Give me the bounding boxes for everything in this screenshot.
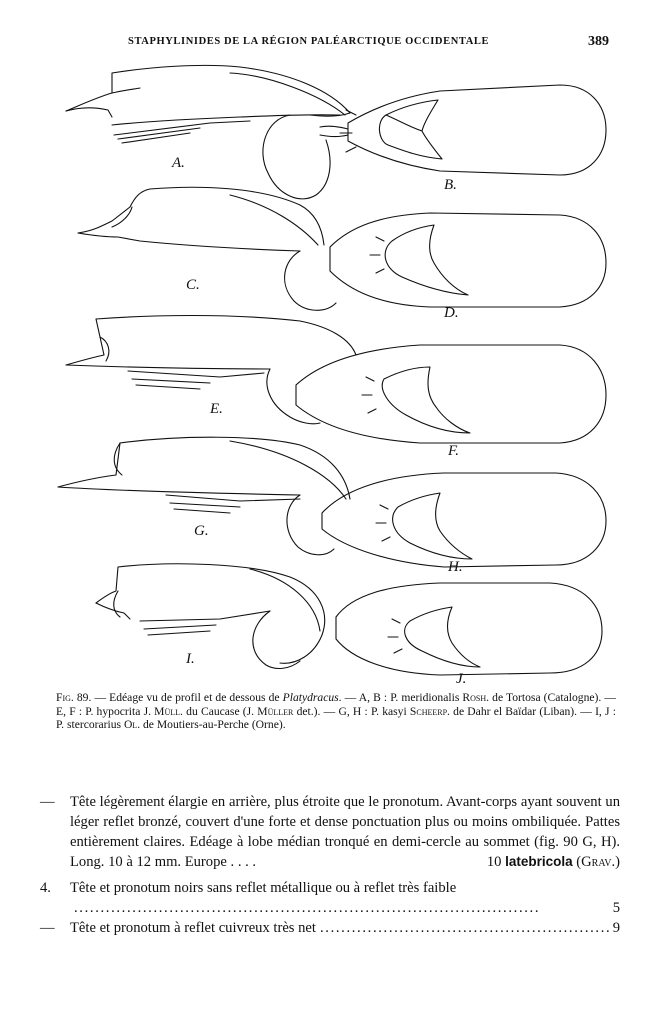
caption-author: J. Müll.	[143, 704, 183, 718]
species-author: (Grav.)	[576, 854, 620, 870]
caption-text: du Caucase (	[182, 704, 247, 718]
page-number: 389	[588, 34, 609, 49]
caption-figure-number: Fig. 89.	[56, 691, 92, 704]
caption-text: de Moutiers-au-Perche (Orne).	[140, 718, 286, 732]
caption-author: Scheerp.	[409, 704, 450, 718]
caption-text: de Dahr el Baïdar (Liban). — I, J : P. stercorarius	[56, 704, 616, 732]
running-title: STAPHYLINIDES DE LA RÉGION PALÉARCTIQUE OCCIDENTALE	[128, 36, 490, 47]
fig-label-i: I.	[186, 651, 195, 667]
couplet-mark: —	[40, 920, 55, 936]
drawing-h	[322, 473, 606, 567]
couplet-mark: —	[40, 794, 55, 810]
drawing-d	[330, 213, 606, 307]
couplet-text: Tête légèrement élargie en arrière, plus étroite que le pronotum. Avant-corps ayant souvent un léger reflet bronzé, couvert d'une forte et dense ponctuation plus ou moins ombiliquée. Pattes entièrement claires. Edéage à lobe médian tronqué en demi-cercle au sommet (fig. 90 G, H). Long. 10 à 12 mm. Europe	[70, 794, 620, 870]
couplet-mark: 4.	[40, 880, 51, 896]
caption-author: J. Müller	[246, 704, 294, 718]
caption-author: Ol.	[123, 718, 141, 732]
fig-label-e: E.	[210, 401, 223, 417]
couplet-text: Tête et pronotum noirs sans reflet métallique ou à reflet très faible	[70, 880, 457, 896]
couplet-target: 9	[612, 920, 620, 936]
fig-label-f: F.	[448, 443, 459, 459]
caption-text: de Tortosa (Catalogne). — E, F : P. hypocrita	[56, 691, 616, 718]
caption-text: . — A, B : P. meridionalis	[338, 691, 463, 704]
couplet-text: Tête et pronotum à reflet cuivreux très net	[70, 920, 316, 936]
species-name: latebricola	[505, 854, 573, 869]
fig-label-a: A.	[172, 155, 185, 171]
drawing-b	[320, 85, 606, 175]
drawing-i	[96, 564, 325, 669]
caption-genus: Platydracus	[282, 691, 339, 704]
key-couplet: — Tête légèrement élargie en arrière, plus étroite que le pronotum. Avant-corps ayant souvent un léger reflet bronzé, couvert d'une forte et dense ponctuation plus ou moins ombiliquée. Pattes entièrement claires. Edéage à lobe médian tronqué en demi-cercle au sommet (fig. 90 G, H). Long. 10 à 12 mm. Europe . . . . 10 latebricola (Grav.)	[40, 794, 620, 870]
key-couplet	[40, 918, 620, 938]
fig-label-d: D.	[444, 305, 459, 321]
identification-key	[40, 792, 620, 938]
drawing-a	[66, 65, 350, 198]
species-number: 10	[486, 854, 502, 870]
fig-label-h: H.	[448, 559, 463, 575]
fig-label-j: J.	[456, 671, 467, 687]
caption-text: — Edéage vu de profil et de dessous de	[91, 691, 283, 704]
figure-plate	[0, 55, 667, 690]
fig-label-b: B.	[444, 177, 457, 193]
aedeagus-drawings	[0, 55, 667, 690]
key-couplet	[40, 878, 620, 918]
fig-label-g: G.	[194, 523, 209, 539]
drawing-j	[336, 583, 602, 675]
caption-author: Rosh.	[462, 691, 490, 704]
figure-caption	[56, 691, 616, 732]
couplet-target: 5	[612, 900, 620, 916]
drawing-f	[296, 345, 606, 443]
fig-label-c: C.	[186, 277, 200, 293]
page-header	[0, 30, 667, 52]
drawing-c	[78, 187, 336, 310]
caption-text: det.). — G, H : P. kasyi	[293, 704, 410, 718]
